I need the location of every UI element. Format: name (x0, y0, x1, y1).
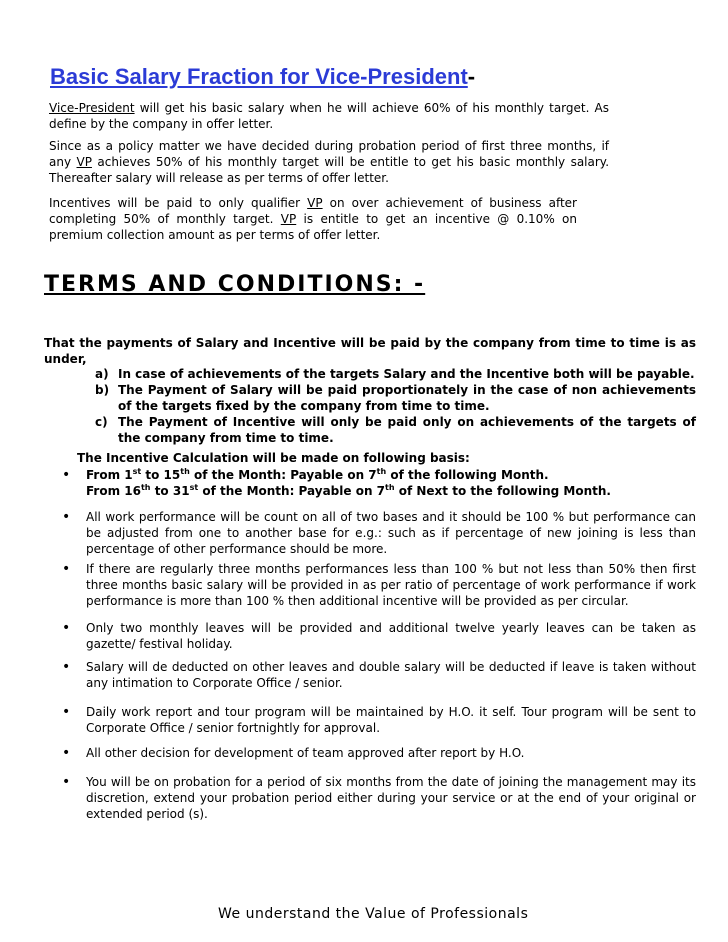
lettered-item-text: The Payment of Incentive will only be paid only on achievements of the targets of the company from time to time. (118, 415, 696, 445)
calc-text: of Next to the following Month. (394, 484, 611, 498)
bullet-item: If there are regularly three months performances less than 100 % but not less than 50% then first three months basic salary will be provided in as per ratio of percentage of work performance if work performance is more than 100 % then additional incentive will be provided as per circular. (86, 562, 696, 608)
bullet-icon: • (62, 659, 71, 675)
incentive-calc-heading: The Incentive Calculation will be made on following basis: (77, 451, 470, 465)
vp-term: VP (280, 212, 297, 226)
paragraph-text: is entitle to get an incentive @ 0.10% on premium collection amount as per terms of offer letter. (49, 212, 577, 242)
calc-text: of the Month: Payable on 7 (189, 468, 377, 482)
calc-sup: th (140, 483, 151, 492)
lettered-item (95, 382, 696, 414)
calc-text: From 1 (86, 468, 133, 482)
bullet-item: Daily work report and tour program will be maintained by H.O. it self. Tour program will be sent to Corporate Office / senior fortnightly for approval. (86, 705, 696, 735)
vp-term: VP (76, 155, 92, 169)
page-title-dash: - (467, 64, 476, 89)
bullet-icon: • (62, 467, 71, 483)
vp-term: VP (307, 196, 323, 210)
calc-sup: th (385, 483, 395, 492)
lettered-item-text: In case of achievements of the targets Salary and the Incentive both will be payable. (118, 367, 695, 381)
vp-term: Vice-President (49, 101, 135, 115)
bullet-icon: • (62, 561, 71, 577)
bullet-item: Salary will de deducted on other leaves and double salary will be deducted if leave is taken without any intimation to Corporate Office / senior. (86, 660, 696, 690)
bullet-icon: • (62, 774, 71, 790)
calc-text: to 31 (150, 484, 190, 498)
paragraph-text: will get his basic salary when he will achieve 60% of his monthly target. As define by the company in offer letter. (49, 101, 609, 131)
terms-intro: That the payments of Salary and Incentive will be paid by the company from time to time is as under, (44, 336, 696, 366)
calc-sup: st (189, 483, 199, 492)
incentive-paragraph (49, 195, 577, 243)
calc-sup: th (376, 467, 387, 476)
calc-line-2 (86, 483, 696, 499)
page-title (50, 64, 475, 90)
page-title-text: Basic Salary Fraction for Vice-President (50, 64, 468, 89)
paragraph-text: Incentives will be paid to only qualifier (49, 196, 308, 210)
paragraph-text: achieves 50% of his monthly target will be entitle to get his basic monthly salary. Thereafter salary will release as per terms of offer letter. (49, 155, 610, 185)
bullet-item: You will be on probation for a period of six months from the date of joining the management may its discretion, extend your probation period either during your service or at the end of your original or extended period (s). (86, 775, 696, 821)
lettered-item-label: c) (95, 415, 108, 429)
calc-text: From 16 (86, 484, 141, 498)
paragraph-text: on over achievement of business after completing 50% of monthly target. (49, 196, 577, 226)
probation-paragraph (49, 138, 609, 186)
bullet-item: All work performance will be count on all of two bases and it should be 100 % but performance can be adjusted from one to another base for e.g.: such as if percentage of new joining is less than percentage of other performance should be more. (86, 510, 696, 556)
lettered-item-label: b) (95, 383, 110, 397)
calc-text: of the Month: Payable on 7 (198, 484, 386, 498)
lettered-item-text: The Payment of Salary will be paid proportionately in the case of non achievements of the targets fixed by the company from time to time. (118, 383, 696, 413)
bullet-item: All other decision for development of team approved after report by H.O. (86, 746, 525, 760)
terms-heading: TERMS AND CONDITIONS: - (44, 272, 426, 297)
bullet-item: Only two monthly leaves will be provided and additional twelve yearly leaves can be taken as gazette/ festival holiday. (86, 621, 696, 651)
calc-text: to 15 (141, 468, 181, 482)
lettered-item-label: a) (95, 367, 109, 381)
bullet-icon: • (62, 745, 71, 761)
calc-sup: st (132, 467, 142, 476)
calc-sup: th (180, 467, 190, 476)
bullet-icon: • (62, 620, 71, 636)
paragraph-text: Since as a policy matter we have decided during probation period of first three months, if any (49, 139, 609, 169)
bullet-icon: • (62, 509, 71, 525)
lettered-item (95, 414, 696, 446)
calc-text: of the following Month. (386, 468, 549, 482)
lettered-item (95, 366, 696, 382)
vp-salary-paragraph (49, 100, 609, 132)
footer-tagline: We understand the Value of Professionals (218, 906, 529, 922)
bullet-icon: • (62, 704, 71, 720)
calc-line-1 (86, 467, 696, 483)
